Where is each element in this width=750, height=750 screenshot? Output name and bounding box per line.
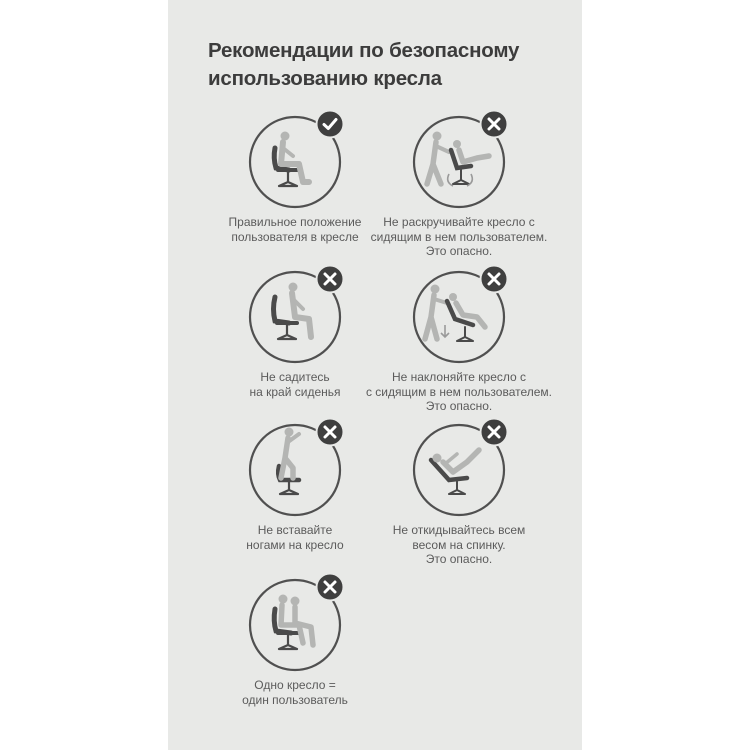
item-caption: Не наклоняйте кресло с с сидящим в нем пользователем. Это опасно.: [365, 370, 553, 413]
guide-item-no-spinning: [364, 112, 554, 272]
guide-item-no-leaning-back: [364, 420, 554, 580]
guide-item-correct-position: [200, 112, 390, 272]
item-caption: Правильное положение пользователя в кресле: [228, 215, 362, 244]
page-title: Рекомендации по безопасному использованию кресла: [208, 39, 520, 90]
guide-item-one-user: [200, 575, 390, 735]
correct-sitting-icon: [245, 112, 345, 212]
leaning-back-icon: [409, 420, 509, 520]
tilting-chair-icon: [409, 267, 509, 367]
standing-on-chair-icon: [245, 420, 345, 520]
item-caption: Не откидывайтесь всем весом на спинку. Это опасно.: [392, 523, 526, 566]
item-caption: Не раскручивайте кресло с сидящим в нем пользователем. Это опасно.: [370, 215, 548, 258]
seat-edge-icon: [245, 267, 345, 367]
guide-item-no-tilting: [364, 267, 554, 427]
item-caption: Не садитесь на край сиденья: [249, 370, 341, 399]
safety-guide-card: [168, 0, 582, 750]
item-caption: Не вставайте ногами на кресло: [246, 523, 344, 552]
item-caption: Одно кресло = один пользователь: [242, 678, 348, 707]
spinning-chair-icon: [409, 112, 509, 212]
guide-item-no-standing: [200, 420, 390, 580]
guide-item-seat-edge: [200, 267, 390, 427]
two-users-chair-icon: [245, 575, 345, 675]
